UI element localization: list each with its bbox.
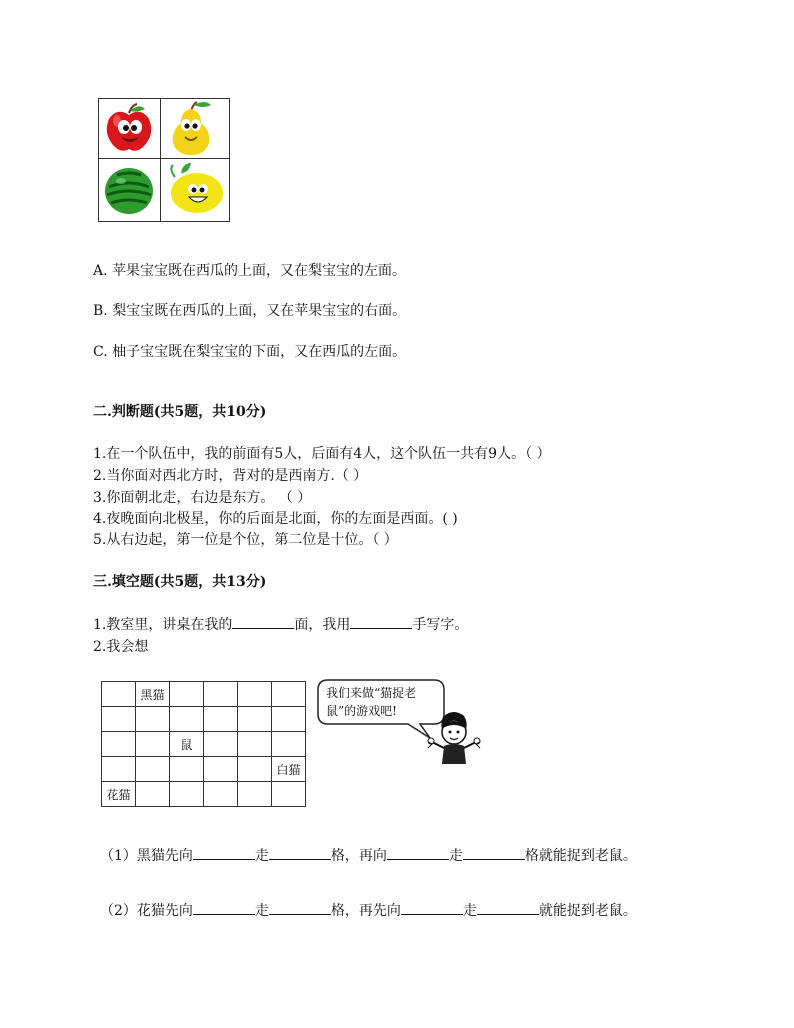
speech-text: 我们来做“猫捉老鼠”的游戏吧! [326, 686, 417, 718]
fill-item-1 [93, 614, 468, 634]
fill-item-1-part3: 手写字。 [412, 617, 469, 633]
option-b: B. 梨宝宝既在西瓜的上面，又在苹果宝宝的右面。 [93, 303, 407, 319]
answer-blank[interactable] [193, 845, 255, 860]
fill-item-2: 2.我会想 [93, 639, 149, 655]
fruit-grid [98, 98, 230, 222]
sub-question-1 [100, 845, 637, 865]
sub2-part3: 格，再先向 [330, 903, 401, 919]
answer-blank[interactable] [350, 614, 412, 629]
sub1-part5: 格就能捉到老鼠。 [524, 848, 637, 864]
white-cat-cell: 白猫 [272, 757, 306, 782]
answer-blank[interactable] [477, 900, 539, 915]
option-a: A. 苹果宝宝既在西瓜的上面，又在梨宝宝的左面。 [93, 263, 407, 279]
sub2-part4: 走 [462, 903, 477, 919]
answer-blank[interactable] [269, 900, 331, 915]
sub1-part2: 走 [254, 848, 269, 864]
fill-item-1-part1: 1.教室里，讲桌在我的 [93, 617, 233, 633]
flower-cat-cell: 花猫 [102, 782, 136, 807]
sub2-part5: 就能捉到老鼠。 [538, 903, 637, 919]
apple-face-icon [99, 99, 159, 159]
sub2-part2: 走 [254, 903, 269, 919]
judge-item-1: 1.在一个队伍中，我的前面有5人，后面有4人，这个队伍一共有9人。（ ） [93, 446, 551, 462]
sub1-part3: 格，再向 [330, 848, 387, 864]
judge-item-5: 5.从右边起，第一位是个位，第二位是十位。（ ） [93, 532, 398, 548]
sub-question-2 [100, 900, 637, 920]
watermelon-icon [99, 159, 159, 219]
sub2-part1: （2）花猫先向 [100, 903, 193, 919]
black-cat-cell: 黑猫 [136, 682, 170, 707]
sub1-part1: （1）黑猫先向 [100, 848, 193, 864]
answer-blank[interactable] [232, 614, 294, 629]
lemon-face-icon [161, 159, 221, 219]
answer-blank[interactable] [193, 900, 255, 915]
option-c: C. 柚子宝宝既在梨宝宝的下面，又在西瓜的左面。 [93, 344, 407, 360]
judge-item-4: 4.夜晚面向北极星，你的后面是北面，你的左面是西面。( ) [93, 511, 458, 527]
fill-item-1-part2: 面，我用 [294, 617, 351, 633]
answer-blank[interactable] [401, 900, 463, 915]
section-3-title: 三.填空题(共5题，共13分) [93, 574, 267, 590]
judge-item-3: 3.你面朝北走，右边是东方。 （ ） [93, 490, 312, 506]
mouse-cell: 鼠 [170, 732, 204, 757]
answer-blank[interactable] [463, 845, 525, 860]
judge-item-2: 2.当你面对西北方时，背对的是西南方.（ ） [93, 468, 368, 484]
sub1-part4: 走 [448, 848, 463, 864]
pear-face-icon [161, 99, 221, 159]
answer-blank[interactable] [269, 845, 331, 860]
answer-blank[interactable] [387, 845, 449, 860]
section-2-title: 二.判断题(共5题，共10分) [93, 404, 267, 420]
boy-cartoon-icon [424, 708, 484, 770]
cat-mouse-grid [101, 681, 306, 807]
